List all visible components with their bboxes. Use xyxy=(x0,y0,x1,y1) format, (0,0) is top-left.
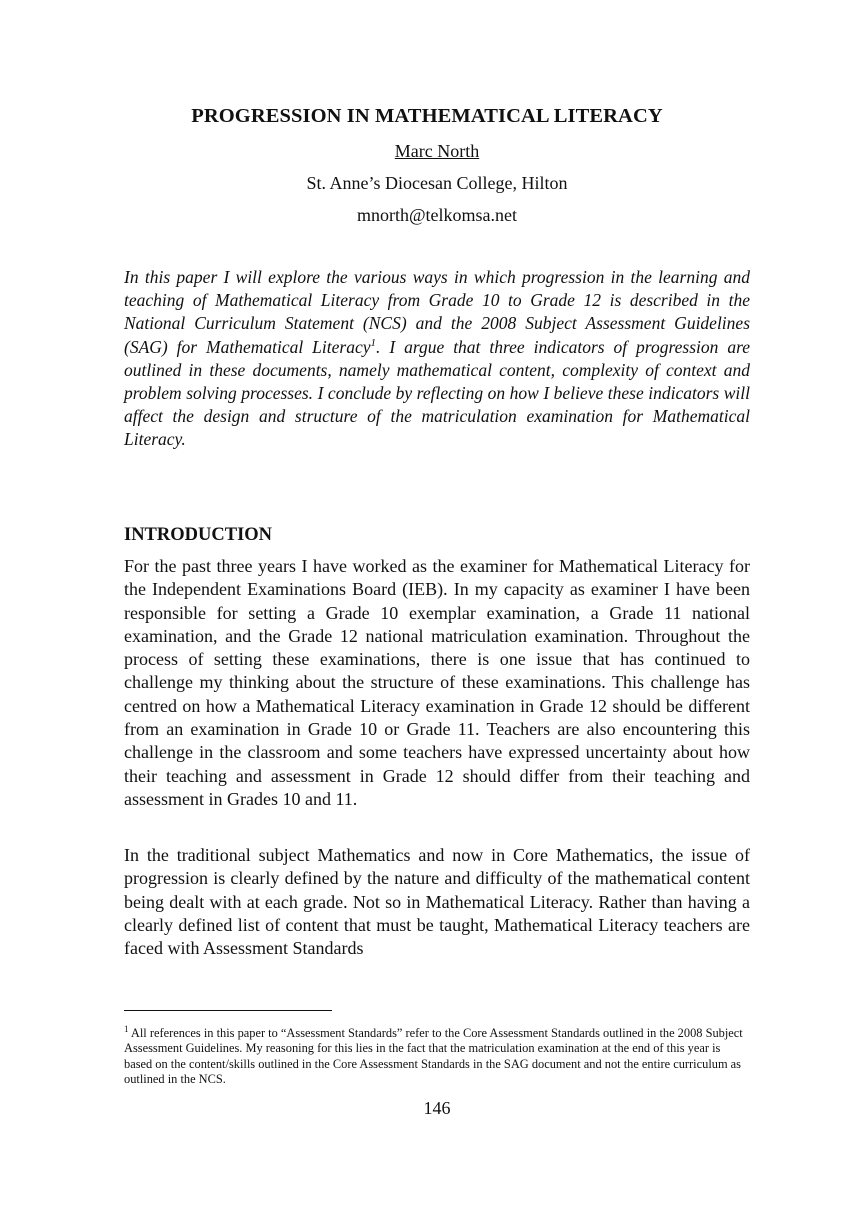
author-name: Marc North xyxy=(394,141,480,161)
footnote-reference: 1 xyxy=(370,336,376,349)
author-affiliation: St. Anne’s Diocesan College, Hilton xyxy=(306,173,568,193)
body-paragraph-1: For the past three years I have worked as the examiner for Mathematical Literacy for the Independent Examinations Board (IEB). In my capacity as examiner I have been responsible for setting a Grade 10 exemplar examination, a Grade 11 national examination, and the Grade 12 national matriculation examination. Throughout the process of setting these examinations, there is one issue that has continued to challenge my thinking about the structure of these examinations. This challenge has centred on how a Mathematical Literacy examination in Grade 12 should be different from an examination in Grade 10 or Grade 11. Teachers are also encountering this challenge in the classroom and some teachers have expressed uncertainty about how their teaching and assessment in Grade 12 should differ from their teaching and assessment in Grades 10 and 11. xyxy=(124,556,750,809)
author-line xyxy=(0,139,854,163)
body-paragraph-2: In the traditional subject Mathematics and now in Core Mathematics, the issue of progression is clearly defined by the nature and difficulty of the mathematical content being dealt with at each grade. Not so in Mathematical Literacy. Rather than having a clearly defined list of content that must be taught, Mathematical Literacy teachers are faced with Assessment Standards xyxy=(124,845,750,959)
abstract-text-start: In this paper I will explore the various ways in which progression in the learning and teaching of Mathematical Literacy from Grade 10 to Grade 12 is described in the National Curriculum Statement (NCS) and the 2008 Subject Assessment Guidelines (SAG) for Mathematical Literacy xyxy=(124,267,750,357)
abstract-text-end: . I argue that three indicators of progression are outlined in these documents, namely mathematical content, complexity of context and problem solving processes. I conclude by reflecting on how I believe these indicators will affect the design and structure of the matriculation examination for Mathematical Literacy. xyxy=(124,336,750,450)
author-email: mnorth@telkomsa.net xyxy=(356,205,518,225)
section-heading: INTRODUCTION xyxy=(124,525,273,545)
paper-title: PROGRESSION IN MATHEMATICAL LITERACY xyxy=(191,105,663,127)
page-number: 146 xyxy=(423,1098,451,1118)
footnote-text: All references in this paper to “Assessment Standards” refer to the Core Assessment Standards outlined in the 2008 Subject Assessment Guidelines. My reasoning for this lies in the fact that the matriculation examination at the end of this year is based on the content/skills outlined in the Core Assessment Standards in the SAG document and not the entire curriculum as outlined in the NCS. xyxy=(124,1026,743,1087)
abstract xyxy=(124,266,750,452)
footnote xyxy=(124,1023,750,1088)
footnote-marker: 1 xyxy=(124,1023,129,1034)
footnote-divider xyxy=(124,1010,332,1011)
